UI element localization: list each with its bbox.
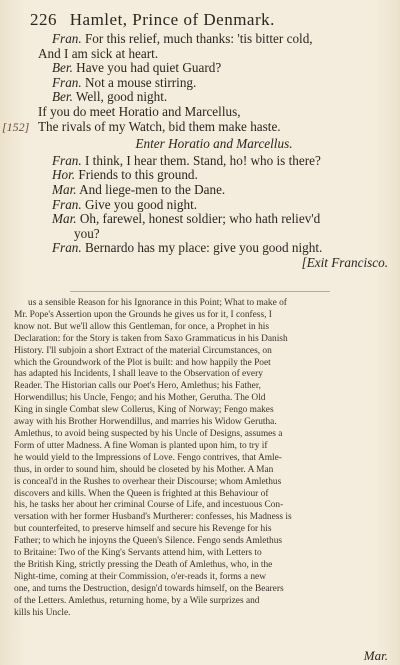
line-text: Friends to this ground. <box>75 167 198 183</box>
note-line: Father; to which he injoyns the Queen's Silence. Fengo sends Amlethus <box>14 536 283 547</box>
play-line <box>2 118 394 135</box>
speaker-name: Mar. <box>52 211 77 227</box>
note-line: History. I'll subjoin a short Extract of the material Circumstances, on <box>14 345 272 356</box>
note-line: Declaration: for the Story is taken from Saxo Grammaticus in his Danish <box>14 333 288 344</box>
line-text: I think, I hear them. Stand, ho! who is there? <box>81 152 321 168</box>
speaker-name: Mar. <box>52 181 77 197</box>
note-line: Form of utter Madness. A fine Woman is planted upon him, to try if <box>14 440 268 451</box>
note-line: one, and turns the Destruction, design'd towards himself, on the Bearers <box>14 583 284 594</box>
speaker-name: Fran. <box>52 74 82 90</box>
line-text: And I am sick at heart. <box>38 45 159 61</box>
note-line: thus, in order to sound him, should be closeted by his Mother. A Man <box>14 464 274 475</box>
note-line: the British King, strictly pressing the Death of Amlethus, who, in the <box>14 559 273 570</box>
speaker-name: Fran. <box>52 240 82 256</box>
play-text <box>2 31 394 271</box>
note-line: has adapted his Incidents, I shall leave to the Observation of every <box>14 369 263 380</box>
play-line <box>14 105 394 120</box>
play-line <box>14 168 394 183</box>
play-line <box>14 76 394 91</box>
note-line: Reader. The Historian calls our Poet's Hero, Amlethus; his Father, <box>14 381 261 392</box>
play-line <box>14 90 394 105</box>
speaker-name: Hor. <box>52 167 76 183</box>
note-line: us a sensible Reason for his Ignorance in this Point; What to make of <box>28 298 287 308</box>
speaker-name: Fran. <box>52 152 82 168</box>
line-text: Bernardo has my place: give you good night. <box>81 240 323 256</box>
speaker-name: Ber. <box>52 60 73 76</box>
line-text: Have you had quiet Guard? <box>72 60 222 76</box>
play-line <box>14 154 394 169</box>
note-line: his, he tasks her about her criminal Course of Life, and incestuous Con- <box>14 500 284 511</box>
play-line <box>14 183 394 198</box>
note-line: but counterfeited, to preserve himself and secure his Revenge for his <box>14 524 272 535</box>
line-text: Well, good night. <box>72 89 168 105</box>
note-line: discovers and kills. When the Queen is frighted at this Behaviour of <box>14 488 269 499</box>
line-text: And liege-men to the Dane. <box>76 181 226 197</box>
page-number: 226 <box>30 10 57 29</box>
speaker-name: Fran. <box>52 31 82 46</box>
footnote-block <box>14 298 392 619</box>
play-line <box>14 241 394 256</box>
running-title: Hamlet, Prince of Denmark. <box>69 10 275 29</box>
line-text: The rivals of my Watch, bid them make haste. <box>38 118 281 134</box>
note-line: he would yield to the Impressions of Love. Fengo contrives, that Amle- <box>14 452 282 463</box>
line-text: you? <box>74 225 100 241</box>
line-text: Not a mouse stirring. <box>81 74 197 90</box>
line-text: Give you good night. <box>81 196 198 212</box>
note-line: kills his Uncle. <box>14 607 71 618</box>
catchword: Mar. <box>363 648 388 663</box>
line-text: If you do meet Horatio and Marcellus, <box>38 103 241 119</box>
line-text: Oh, farewel, honest soldier; who hath reliev'd <box>76 211 321 227</box>
note-line: Mr. Pope's Assertion upon the Grounds he gives us for it, I confess, I <box>14 309 272 320</box>
margin-note: [152] <box>2 119 30 134</box>
note-line: away with his Brother Horwendillus, and marries his Widow Gerutha. <box>14 417 277 428</box>
speaker-name: Fran. <box>52 196 82 212</box>
note-line: which the Groundwork of the Plot is built: and how happily the Poet <box>14 357 271 368</box>
line-text: For this relief, much thanks: 'tis bitter cold, <box>81 31 313 46</box>
exit-direction: [Exit Francisco. <box>301 254 388 270</box>
note-divider <box>70 291 330 292</box>
note-line: versation with her former Husband's Murtherer: confesses, his Madness is <box>14 512 292 523</box>
note-line: to Britaine: Two of the King's Servants attend him, with Letters to <box>14 548 262 559</box>
play-line <box>14 32 394 47</box>
note-line: Horwendillus; his Uncle, Fengo; and his Mother, Gerutha. The Old <box>14 393 266 404</box>
play-line <box>14 227 394 242</box>
stage-direction: Enter Horatio and Marcellus. <box>135 136 293 152</box>
play-line <box>14 212 394 227</box>
note-line: is conceal'd in the Rushes to overhear their Discourse; whom Amlethus <box>14 476 282 487</box>
note-line: Night-time, coming at their Commission, o'er-reads it, forms a new <box>14 571 266 582</box>
speaker-name: Ber. <box>52 89 73 105</box>
note-line: Amlethus, to avoid being suspected by his Uncle of Designs, assumes a <box>14 428 283 439</box>
play-line <box>14 47 394 62</box>
page-header <box>30 10 392 30</box>
play-line <box>14 198 394 213</box>
note-line: King in single Combat slew Collerus, King of Norway; Fengo makes <box>14 405 274 416</box>
play-line <box>14 61 394 76</box>
note-line: of the Letters. Amlethus, returning home, by a Wile surprizes and <box>14 595 260 606</box>
note-line: know not. But we'll allow this Gentleman, for once, a Prophet in his <box>14 321 270 332</box>
